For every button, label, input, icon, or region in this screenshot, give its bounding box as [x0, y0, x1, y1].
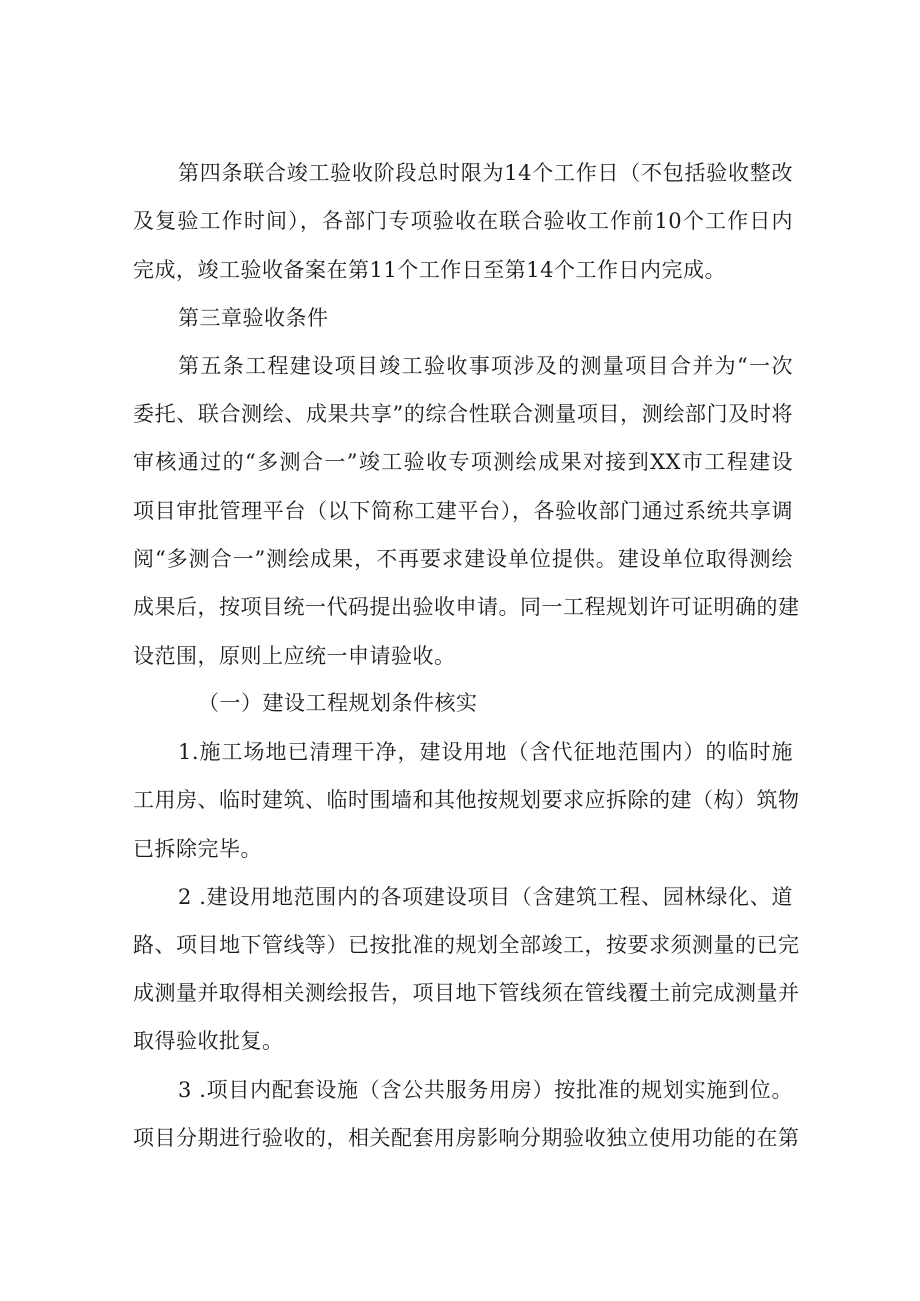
- section-heading: （一）建设工程规划条件核实: [198, 691, 478, 715]
- paragraph-line: 路、项目地下管线等）已按批准的规划全部竣工，按要求须测量的已完: [133, 933, 800, 957]
- paragraph-line: 及复验工作时间），各部门专项验收在联合验收工作前10个工作日内: [133, 209, 793, 233]
- paragraph-line: 第四条联合竣工验收阶段总时限为14个工作日（不包括验收整改: [178, 161, 793, 185]
- paragraph-line: 项目审批管理平台（以下简称工建平台），各验收部门通过系统共享调: [133, 499, 793, 523]
- paragraph-line: 项目分期进行验收的，相关配套用房影响分期验收独立使用功能的在第: [133, 1126, 800, 1150]
- paragraph-line: 3 .项目内配套设施（含公共服务用房）按批准的规划实施到位。: [178, 1078, 793, 1102]
- paragraph-line: 取得验收批复。: [133, 1029, 284, 1053]
- paragraph-line: 阅“多测合一”测绘成果，不再要求建设单位提供。建设单位取得测绘: [133, 547, 793, 571]
- paragraph-line: 设范围，原则上应统一申请验收。: [133, 644, 456, 668]
- paragraph-line: 委托、联合测绘、成果共享”的综合性联合测量项目，测绘部门及时将: [133, 402, 793, 426]
- paragraph-line: 成测量并取得相关测绘报告，项目地下管线须在管线覆土前完成测量并: [133, 981, 800, 1005]
- paragraph-line: 成果后，按项目统一代码提出验收申请。同一工程规划许可证明确的建: [133, 595, 800, 619]
- chapter-heading: 第三章验收条件: [178, 306, 329, 330]
- paragraph-line: 1.施工场地已清理干净，建设用地（含代征地范围内）的临时施: [178, 740, 793, 764]
- paragraph-line: 审核通过的“多测合一”竣工验收专项测绘成果对接到XX市工程建设: [133, 450, 793, 474]
- paragraph-line: 完成，竣工验收备案在第11个工作日至第14个工作日内完成。: [133, 258, 726, 282]
- paragraph-line: 第五条工程建设项目竣工验收事项涉及的测量项目合并为“一次: [178, 354, 793, 378]
- paragraph-line: 2 .建设用地范围内的各项建设项目（含建筑工程、园林绿化、道: [178, 885, 793, 909]
- paragraph-line: 已拆除完毕。: [133, 837, 262, 861]
- paragraph-line: 工用房、临时建筑、临时围墙和其他按规划要求应拆除的建（构）筑物: [133, 788, 800, 812]
